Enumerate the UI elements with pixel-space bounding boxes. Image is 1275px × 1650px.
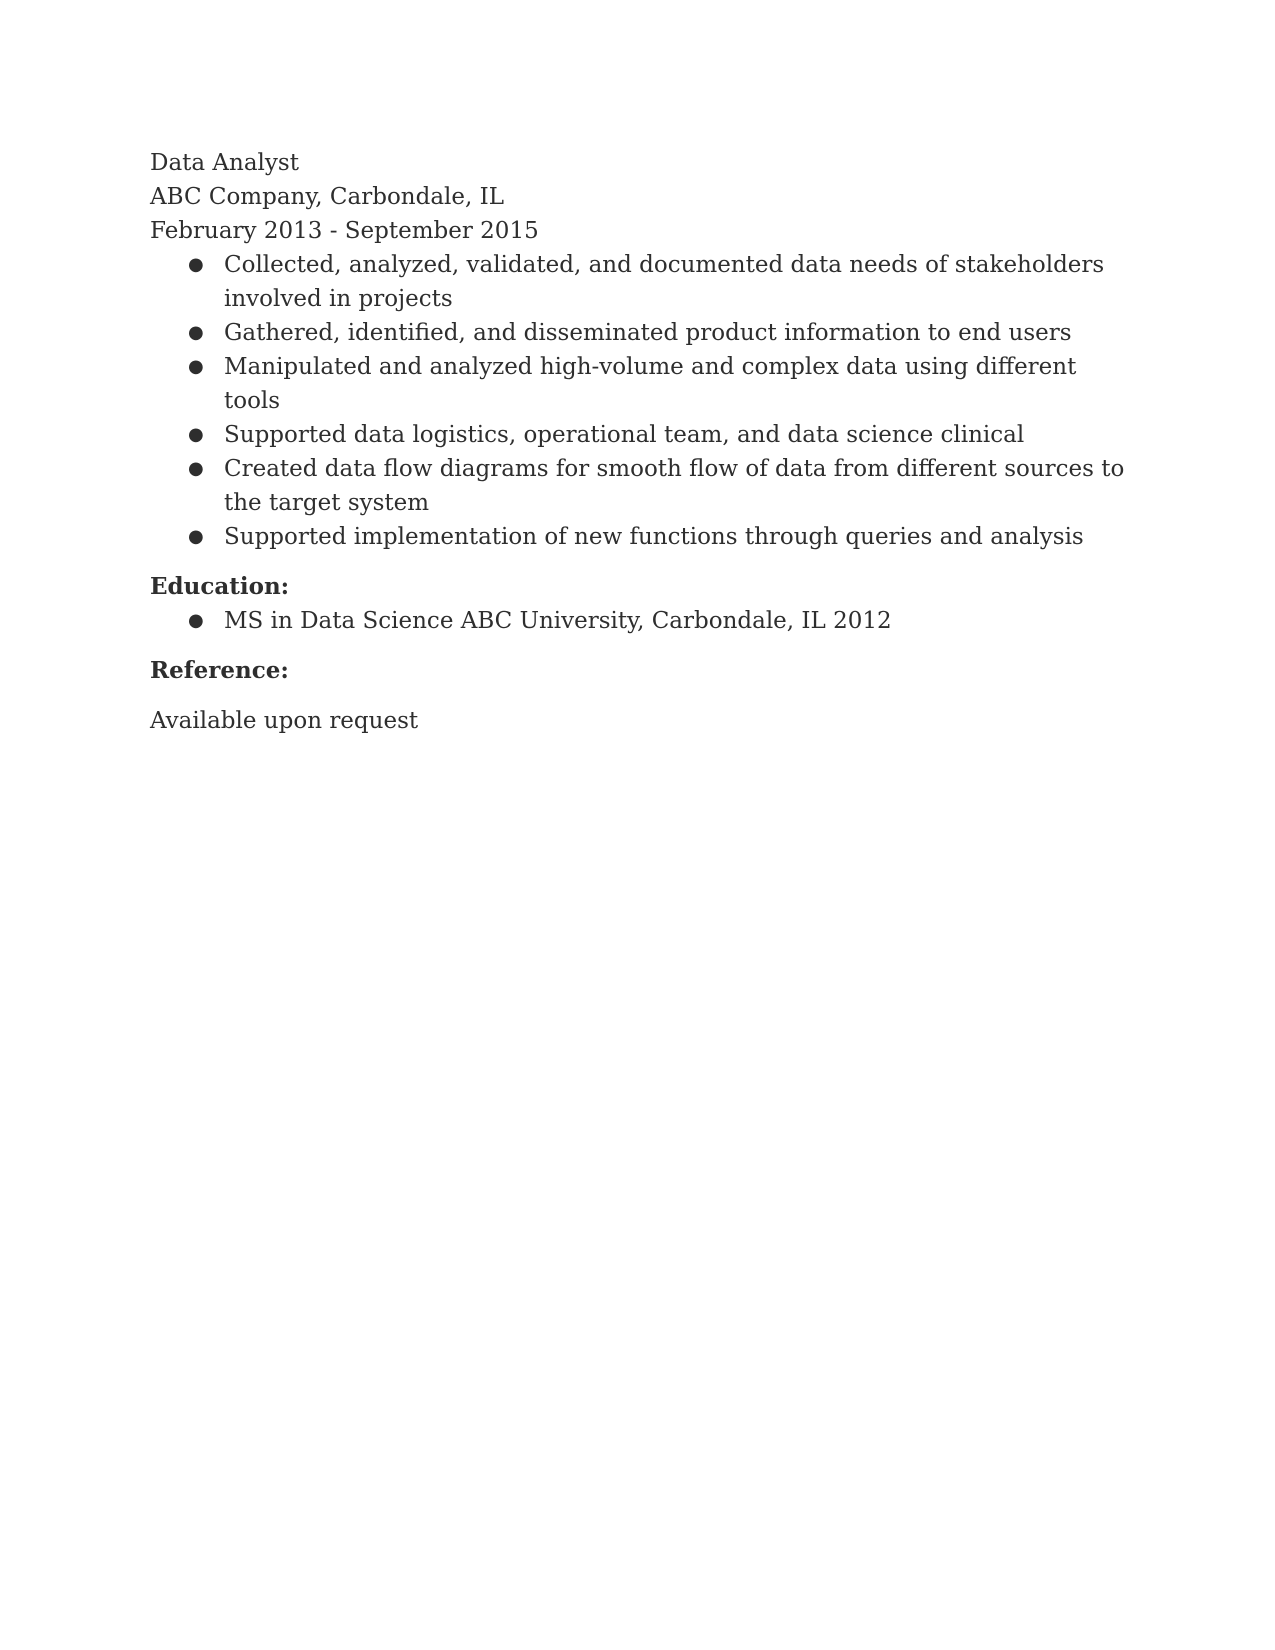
bullet-icon: ● (188, 424, 204, 445)
list-item (150, 248, 1130, 316)
bullet-text: Gathered, identified, and disseminated product information to end users (224, 320, 1072, 346)
company-location: ABC Company, Carbondale, IL (150, 184, 504, 210)
education-bullet-list (150, 604, 1130, 638)
list-item (150, 520, 1130, 554)
document-page (150, 146, 1130, 738)
bullet-text: Supported implementation of new functions through queries and analysis (224, 524, 1084, 550)
bullet-icon: ● (188, 322, 204, 343)
bullet-icon: ● (188, 356, 204, 377)
employment-dates: February 2013 - September 2015 (150, 218, 539, 244)
bullet-text: Manipulated and analyzed high-volume and complex data using different tools (224, 354, 1077, 414)
list-item (150, 316, 1130, 350)
bullet-icon: ● (188, 254, 204, 275)
list-item (150, 452, 1130, 520)
bullet-icon: ● (188, 610, 204, 631)
list-item (150, 350, 1130, 418)
list-item (150, 604, 1130, 638)
bullet-icon: ● (188, 458, 204, 479)
bullet-text: Supported data logistics, operational team, and data science clinical (224, 422, 1025, 448)
bullet-text: Created data flow diagrams for smooth flow of data from different sources to the target system (224, 456, 1125, 516)
education-heading: Education: (150, 573, 290, 600)
experience-bullet-list (150, 248, 1130, 554)
bullet-text: Collected, analyzed, validated, and documented data needs of stakeholders involved in projects (224, 252, 1105, 312)
bullet-text: MS in Data Science ABC University, Carbondale, IL 2012 (224, 608, 892, 634)
job-title: Data Analyst (150, 150, 299, 176)
list-item (150, 418, 1130, 452)
bullet-icon: ● (188, 526, 204, 547)
reference-heading: Reference: (150, 657, 289, 684)
reference-text: Available upon request (150, 708, 419, 734)
